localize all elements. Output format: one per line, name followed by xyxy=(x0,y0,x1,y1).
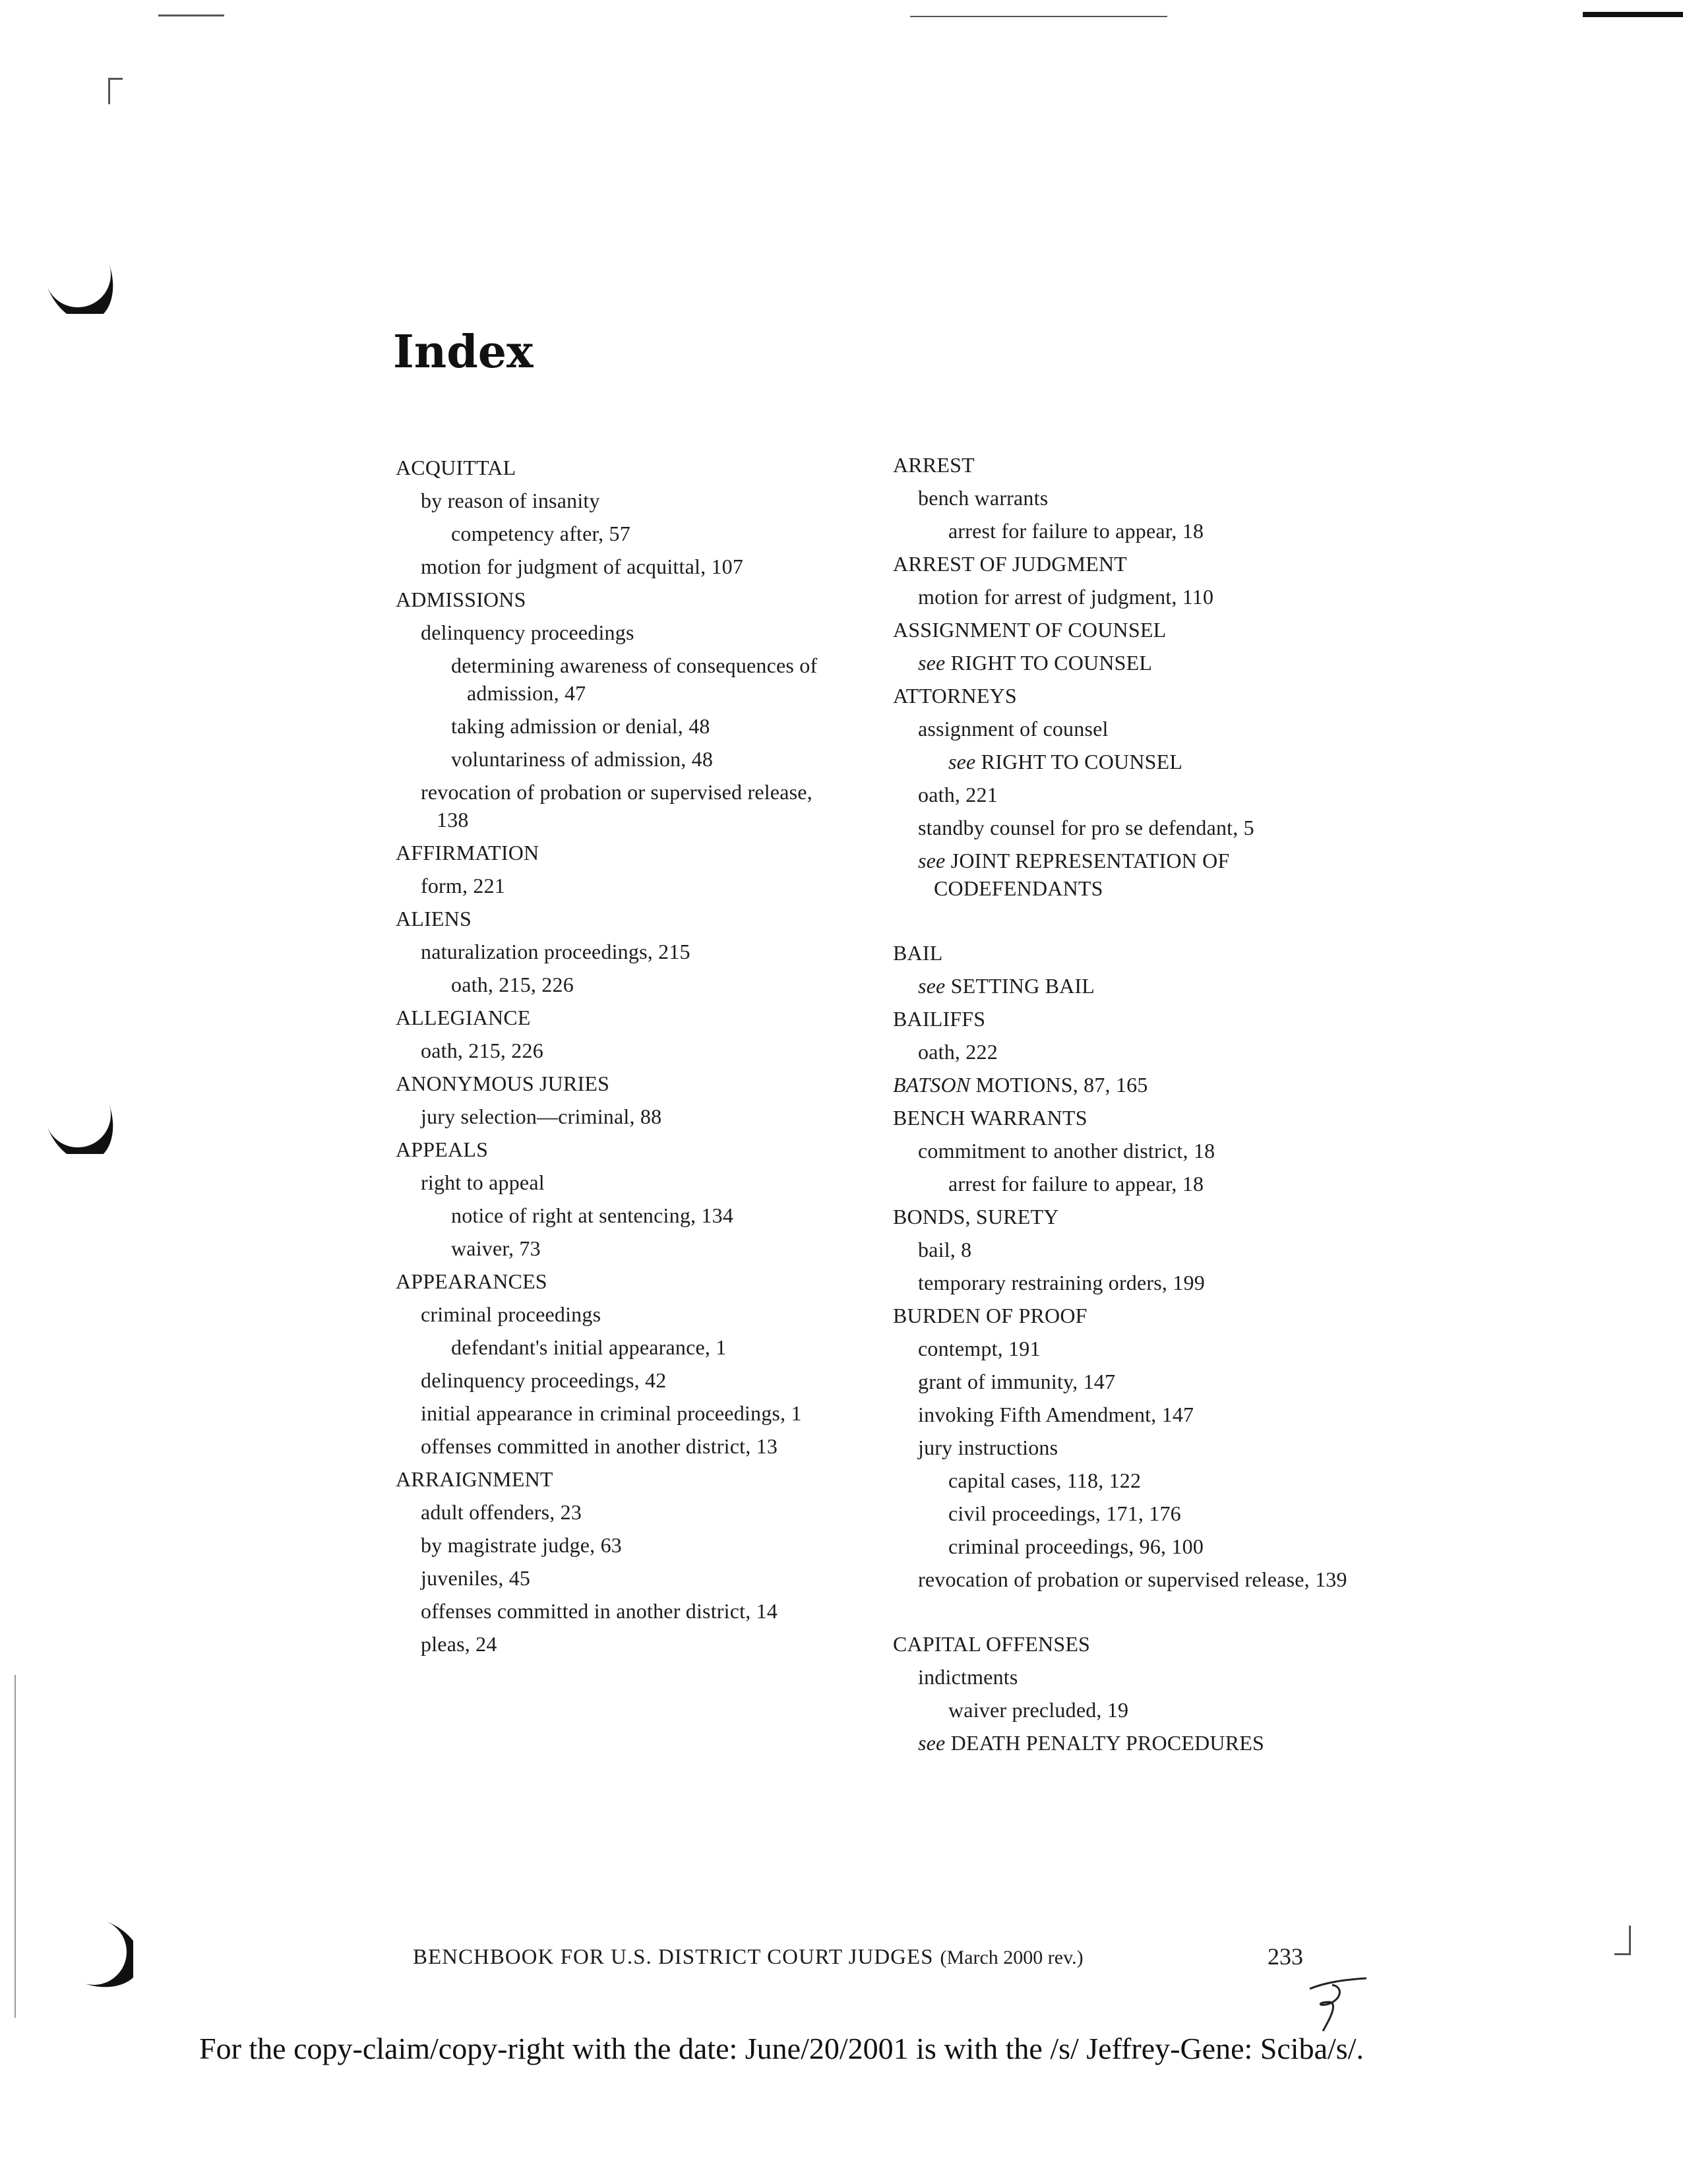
index-heading xyxy=(396,583,818,616)
entry-text: competency after, 57 xyxy=(451,522,630,545)
index-subentry xyxy=(893,1431,1368,1464)
index-heading xyxy=(893,1002,1368,1035)
footer-book-title: BENCHBOOK FOR U.S. DISTRICT COURT JUDGES xyxy=(413,1945,934,1969)
index-subentry xyxy=(396,1166,818,1199)
entry-text: oath, 221 xyxy=(918,783,998,806)
index-heading xyxy=(396,1067,818,1100)
index-subentry xyxy=(396,649,818,710)
entry-text: motion for judgment of acquittal, 107 xyxy=(421,555,744,578)
handwritten-initial-mark xyxy=(1306,1976,1372,2035)
index-subentry xyxy=(893,1167,1368,1200)
see-reference-word: see xyxy=(948,750,976,774)
see-reference-word: see xyxy=(918,651,946,675)
entry-text: criminal proceedings xyxy=(421,1302,601,1326)
index-subentry xyxy=(893,1365,1368,1398)
index-column-left xyxy=(396,451,818,1660)
index-heading xyxy=(396,1133,818,1166)
entry-text: defendant's initial appearance, 1 xyxy=(451,1335,727,1359)
index-subentry xyxy=(893,1693,1368,1726)
index-subentry xyxy=(396,484,818,517)
entry-text: BONDS, SURETY xyxy=(893,1205,1059,1228)
scan-corner-mark xyxy=(108,78,123,80)
index-heading xyxy=(396,451,818,484)
entry-text: temporary restraining orders, 199 xyxy=(918,1271,1205,1294)
entry-text: MOTIONS, 87, 165 xyxy=(970,1073,1148,1097)
entry-gap xyxy=(893,905,1368,936)
copy-claim-annotation: For the copy-claim/copy-right with the date: June/20/2001 is with the /s/ Jeffrey-Gene: Sciba/s/. xyxy=(199,2032,1364,2065)
index-heading xyxy=(396,836,818,869)
index-subentry xyxy=(396,1199,818,1232)
index-subentry xyxy=(396,935,818,968)
index-heading xyxy=(893,448,1368,481)
index-heading xyxy=(396,1001,818,1034)
entry-text: arrest for failure to appear, 18 xyxy=(948,519,1204,543)
entry-text: delinquency proceedings xyxy=(421,621,634,644)
entry-text: criminal proceedings, 96, 100 xyxy=(948,1534,1204,1558)
entry-text: initial appearance in criminal proceedings, 1 xyxy=(421,1401,802,1425)
cross-reference-target: DEATH PENALTY PROCEDURES xyxy=(950,1731,1265,1755)
entry-text: oath, 215, 226 xyxy=(451,973,574,996)
entry-text: ARRAIGNMENT xyxy=(396,1467,553,1491)
index-subentry xyxy=(396,775,818,836)
entry-text: assignment of counsel xyxy=(918,717,1109,741)
entry-text: grant of immunity, 147 xyxy=(918,1370,1116,1393)
index-subentry xyxy=(893,745,1368,778)
scan-edge-mark-left xyxy=(15,1675,16,2018)
index-heading xyxy=(893,1627,1368,1660)
entry-text: revocation of probation or supervised release, 139 xyxy=(918,1567,1347,1591)
index-subentry xyxy=(396,710,818,743)
entry-text: invoking Fifth Amendment, 147 xyxy=(918,1403,1194,1426)
entry-text: standby counsel for pro se defendant, 5 xyxy=(918,816,1254,839)
entry-text: offenses committed in another district, 14 xyxy=(421,1599,778,1623)
entry-text: jury selection—criminal, 88 xyxy=(421,1105,662,1128)
index-subentry xyxy=(396,1430,818,1463)
index-subentry xyxy=(396,517,818,550)
running-footer xyxy=(413,1945,1084,1970)
cross-reference-target: RIGHT TO COUNSEL xyxy=(950,651,1153,675)
index-subentry xyxy=(396,1232,818,1265)
index-subentry xyxy=(893,1497,1368,1530)
entry-text: arrest for failure to appear, 18 xyxy=(948,1172,1204,1196)
index-subentry xyxy=(396,550,818,583)
index-heading xyxy=(893,1299,1368,1332)
index-heading xyxy=(396,902,818,935)
index-subentry xyxy=(396,1562,818,1594)
index-column-right xyxy=(893,448,1368,1759)
index-subentry xyxy=(396,1331,818,1364)
scan-corner-mark-vertical xyxy=(108,78,110,104)
index-heading xyxy=(893,613,1368,646)
index-subentry xyxy=(893,1233,1368,1266)
entry-text: BURDEN OF PROOF xyxy=(893,1304,1087,1327)
scan-mark-top-right xyxy=(1583,12,1683,17)
see-reference-word: see xyxy=(918,974,946,998)
entry-text: pleas, 24 xyxy=(421,1632,497,1656)
entry-text: delinquency proceedings, 42 xyxy=(421,1368,667,1392)
entry-text: by reason of insanity xyxy=(421,489,600,512)
entry-text: by magistrate judge, 63 xyxy=(421,1533,622,1557)
entry-text: revocation of probation or supervised release, 138 xyxy=(421,780,812,832)
index-heading xyxy=(893,1101,1368,1134)
entry-text: APPEALS xyxy=(396,1138,489,1161)
entry-text: oath, 215, 226 xyxy=(421,1039,543,1062)
entry-text: BAIL xyxy=(893,941,943,965)
see-reference-word: see xyxy=(918,1731,946,1755)
scan-mark-top-left xyxy=(158,15,224,16)
entry-text: commitment to another district, 18 xyxy=(918,1139,1215,1163)
entry-text: BENCH WARRANTS xyxy=(893,1106,1087,1130)
scan-edge-mark-right xyxy=(1629,1926,1631,1955)
entry-text: bail, 8 xyxy=(918,1238,972,1261)
punch-hole-bottom xyxy=(54,1912,133,1991)
index-heading xyxy=(893,547,1368,580)
case-name: BATSON xyxy=(893,1073,971,1097)
index-subentry xyxy=(893,481,1368,514)
entry-text: ASSIGNMENT OF COUNSEL xyxy=(893,618,1167,642)
index-subentry xyxy=(893,1563,1368,1596)
page-title: Index xyxy=(393,326,534,379)
index-subentry xyxy=(396,1364,818,1397)
index-heading xyxy=(396,1463,818,1496)
entry-text: ALLEGIANCE xyxy=(396,1006,531,1029)
index-subentry xyxy=(893,1464,1368,1497)
index-subentry xyxy=(396,1529,818,1562)
index-subentry xyxy=(893,1398,1368,1431)
entry-text: BAILIFFS xyxy=(893,1007,986,1031)
index-subentry xyxy=(893,712,1368,745)
index-subentry xyxy=(893,646,1368,679)
entry-text: ARREST xyxy=(893,453,975,477)
entry-text: CAPITAL OFFENSES xyxy=(893,1632,1091,1656)
entry-text: determining awareness of consequences of admission, 47 xyxy=(451,653,818,705)
index-subentry xyxy=(893,811,1368,844)
entry-text: civil proceedings, 171, 176 xyxy=(948,1502,1181,1525)
punch-hole-top xyxy=(38,235,117,314)
index-subentry xyxy=(396,1594,818,1627)
entry-text: ADMISSIONS xyxy=(396,588,526,611)
see-reference-word: see xyxy=(918,849,946,872)
index-subentry xyxy=(893,514,1368,547)
index-subentry xyxy=(893,778,1368,811)
scan-edge-mark-right-foot xyxy=(1614,1953,1631,1955)
entry-text: indictments xyxy=(918,1665,1018,1689)
index-subentry xyxy=(396,1627,818,1660)
footer-revision: (March 2000 rev.) xyxy=(940,1947,1084,1968)
entry-text: ANONYMOUS JURIES xyxy=(396,1072,610,1095)
index-subentry xyxy=(893,580,1368,613)
cross-reference-target: JOINT REPRESENTATION OF CODEFENDANTS xyxy=(934,849,1230,900)
index-subentry xyxy=(893,1530,1368,1563)
index-subentry xyxy=(893,844,1368,905)
entry-text: ARREST OF JUDGMENT xyxy=(893,552,1128,576)
entry-text: waiver, 73 xyxy=(451,1236,541,1260)
entry-text: notice of right at sentencing, 134 xyxy=(451,1203,734,1227)
index-heading xyxy=(893,1068,1368,1101)
index-subentry xyxy=(396,968,818,1001)
entry-text: offenses committed in another district, 13 xyxy=(421,1434,778,1458)
entry-text: jury instructions xyxy=(918,1436,1058,1459)
index-subentry xyxy=(893,1266,1368,1299)
entry-text: naturalization proceedings, 215 xyxy=(421,940,690,963)
index-subentry xyxy=(396,1397,818,1430)
index-subentry xyxy=(396,616,818,649)
entry-text: ALIENS xyxy=(396,907,472,930)
index-subentry xyxy=(893,1035,1368,1068)
page-number: 233 xyxy=(1268,1943,1303,1970)
entry-text: bench warrants xyxy=(918,486,1049,510)
index-subentry xyxy=(893,1134,1368,1167)
index-subentry xyxy=(893,1660,1368,1693)
entry-text: ACQUITTAL xyxy=(396,456,516,479)
entry-text: ATTORNEYS xyxy=(893,684,1017,708)
entry-text: juveniles, 45 xyxy=(421,1566,531,1590)
index-subentry xyxy=(893,1726,1368,1759)
index-heading xyxy=(396,1265,818,1298)
index-subentry xyxy=(396,1034,818,1067)
punch-hole-middle xyxy=(38,1075,117,1154)
index-heading xyxy=(893,679,1368,712)
entry-text: contempt, 191 xyxy=(918,1337,1041,1360)
index-heading xyxy=(893,1200,1368,1233)
entry-text: adult offenders, 23 xyxy=(421,1500,582,1524)
cross-reference-target: SETTING BAIL xyxy=(950,974,1095,998)
scan-mark-top-center xyxy=(910,16,1167,17)
index-subentry xyxy=(893,1332,1368,1365)
entry-text: oath, 222 xyxy=(918,1040,998,1064)
index-subentry xyxy=(396,1496,818,1529)
entry-text: voluntariness of admission, 48 xyxy=(451,747,714,771)
index-heading xyxy=(893,936,1368,969)
entry-text: form, 221 xyxy=(421,874,506,897)
entry-text: right to appeal xyxy=(421,1170,545,1194)
index-subentry xyxy=(396,869,818,902)
index-subentry xyxy=(396,1100,818,1133)
entry-text: capital cases, 118, 122 xyxy=(948,1469,1142,1492)
entry-text: waiver precluded, 19 xyxy=(948,1698,1129,1722)
entry-text: taking admission or denial, 48 xyxy=(451,714,710,738)
entry-text: APPEARANCES xyxy=(396,1269,547,1293)
entry-text: AFFIRMATION xyxy=(396,841,539,864)
entry-gap xyxy=(893,1596,1368,1627)
entry-text: motion for arrest of judgment, 110 xyxy=(918,585,1214,609)
cross-reference-target: RIGHT TO COUNSEL xyxy=(981,750,1183,774)
index-subentry xyxy=(893,969,1368,1002)
index-subentry xyxy=(396,743,818,775)
index-subentry xyxy=(396,1298,818,1331)
